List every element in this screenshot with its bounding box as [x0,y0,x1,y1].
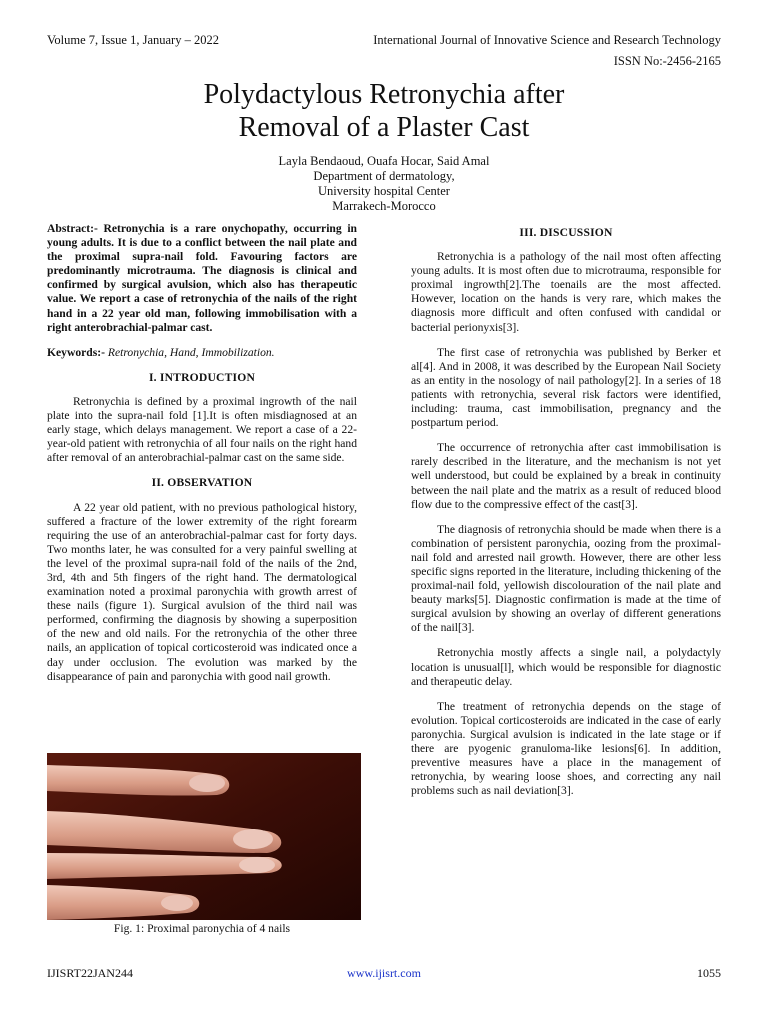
title-line-1: Polydactylous Retronychia after [203,79,565,110]
discussion-paragraph-2: The first case of retronychia was published by Berker et al[4]. And in 2008, it was described by the European Nail Society as an entity in the nosology of nail pathology[2]. In a series of 18 patients with retronychia, several risk factors were identified, including: trauma, cast immobilisation, pregnancy and the postpartum period. [411,345,721,430]
discussion-paragraph-3: The occurrence of retronychia after cast immobilisation is rarely described in the literature, and the mechanism is not yet well understood, but could be explained by a break in continuity between the nail plate and the matrix as a result of reduced blood flow due to the compressive effect of the cast[3]. [411,441,721,511]
author-block [0,154,768,214]
keywords [47,346,357,360]
keywords-label: Keywords:- [47,345,105,359]
discussion-heading: III. DISCUSSION [519,226,613,239]
author-city: Marrakech-Morocco [332,199,436,213]
volume-info: Volume 7, Issue 1, January – 2022 [47,33,219,47]
left-column [47,222,357,695]
figure-hand-photo [47,753,361,920]
right-column [411,222,721,809]
hand-photo-illustration [47,753,361,920]
figure-caption: Fig. 1: Proximal paronychia of 4 nails [113,922,291,935]
issn: ISSN No:-2456-2165 [613,54,721,68]
page-number: 1055 [697,966,721,980]
discussion-paragraph-1: Retronychia is a pathology of the nail most often affecting young adults. It is most often due to microtrauma, responsible for proximal ingrowth[2].The toenails are the most affected. However, location on the hands is very rare, which makes the diagnosis more difficult and often confused with candidal or bacterial perionyxis[3]. [411,250,721,334]
observation-heading: II. OBSERVATION [151,476,253,490]
observation-paragraph: A 22 year old patient, with no previous pathological history, suffered a fracture of the lower extremity of the right forearm requiring the use of an anterobrachial-palmar cast for forty days. Two months later, he was consulted for a very painful swelling at the level of the proximal supra-nail fold of the nails of the 2nd, 3rd, 4th and 5th fingers of the right hand. The dermatological examination noted a proximal paronychia with growth arrest of these nails (figure 1). Surgical avulsion of the third nail was performed, confirming the diagnosis by showing a superposition of the new and old nails. For the retronychia of the other three nails, an application of topical corticosteroid was indicated once a day under occlusion. The evolution was marked by the disappearance of pain and paronychia with good nail growth. [47,500,357,683]
discussion-paragraph-4: The diagnosis of retronychia should be made when there is a combination of persistent paronychia, oozing from the proximal-nail fold and arrested nail growth. However, there are other less specific signs reported in the literature, including thickening of the proximal-nail fold, yellowish discolouration of the nail plate and beauty marks[5]. Diagnostic confirmation is made at the time of surgical avulsion by showing an overlay of different generations of the nail[3]. [411,522,721,635]
author-names: Layla Bendaoud, Ouafa Hocar, Said Amal [278,154,490,168]
discussion-paragraph-6: The treatment of retronychia depends on the stage of evolution. Topical corticosteroids are indicated in the case of early paronychia. Surgical avulsion is indicated in the late stage or if there are pyogenic granuloma-like lesions[6]. In addition, preventive measures have a place in the management of retronychia, by wearing loose shoes, and correcting any nail problems such as nail deviation[3]. [411,699,721,798]
author-institution: University hospital Center [318,184,450,198]
article-code: IJISRT22JAN244 [47,966,133,980]
introduction-paragraph: Retronychia is defined by a proximal ingrowth of the nail plate into the supra-nail fold [1].It is often misdiagnosed at an early stage, which delays management. We report a case of a 22-year-old patient with retronychia of all four nails on the right hand after removal of an anterobrachial-palmar cast on the same side. [47,394,357,465]
author-department: Department of dermatology, [313,169,455,183]
journal-url-link[interactable]: www.ijisrt.com [347,966,421,980]
title-line-2: Removal of a Plaster Cast [238,112,530,143]
paper-title [0,78,768,144]
introduction-heading: I. INTRODUCTION [148,370,256,384]
discussion-paragraph-5: Retronychia mostly affects a single nail, a polydactyly location is unusual[l], which would be responsible for diagnostic and therapeutic delay. [411,646,721,688]
keywords-text: Retronychia, Hand, Immobilization. [107,345,275,359]
journal-name: International Journal of Innovative Science and Research Technology [373,33,721,47]
abstract: Abstract:- Retronychia is a rare onychopathy, occurring in young adults. It is due to a conflict between the nail plate and the proximal supra-nail fold. Favouring factors are predominantly microtrauma. The diagnosis is clinical and confirmed by surgical avulsion, which also has therapeutic value. We report a case of retronychia of the nails of the right hand in a 22 year old man, following immobilisation with a right anterobrachial-palmar cast. [47,222,357,334]
